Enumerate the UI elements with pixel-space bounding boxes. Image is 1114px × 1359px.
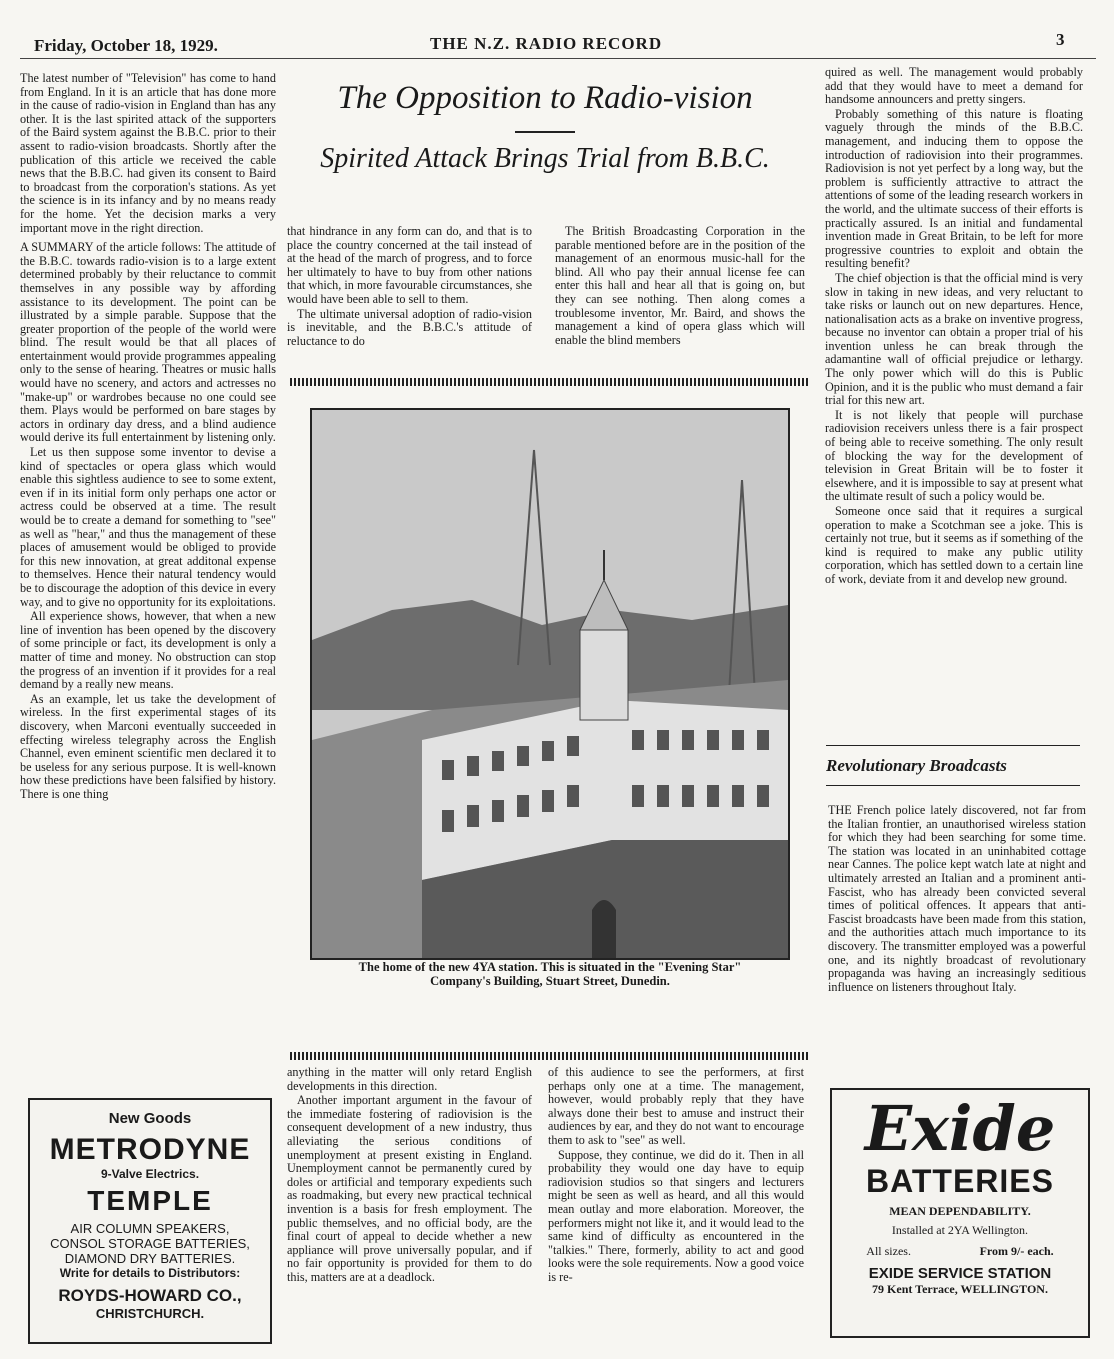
photo-caption-line-2: Company's Building, Stuart Street, Dunedin. xyxy=(430,974,670,988)
building-illustration xyxy=(312,410,788,958)
exide-address: 79 Kent Terrace, WELLINGTON. xyxy=(872,1282,1048,1296)
issue-date: Friday, October 18, 1929. xyxy=(34,36,218,55)
article-paragraph: of this audience to see the performers, at first perhaps only one at a time. The management, however, would probably reply that they have always done their best to amuse and instruct their audiences by ear, and they do not want to encourage them to ask to "see" as well. xyxy=(548,1066,804,1147)
ad-city: CHRISTCHURCH. xyxy=(95,1306,205,1321)
article-paragraph: Probably something of this nature is floating vaguely through the minds of the B.B.C. management, and inducing them to oppose the introduction of radiovision into their programmes. Radiovision is not yet perfect by a long way, but the problem is sufficiently attractive to attract the attentions of some of the leading research workers in the world, and the ultimate success of their efforts is practically assured. Is an initial and fundamental invention made in Great Britain, to be left for more progressive countries to exploit and obtain the resulting benefit? xyxy=(825,106,1083,271)
exide-brand: Exide xyxy=(864,1092,1056,1165)
article-column-2-bottom xyxy=(287,1066,532,1342)
exide-tagline: MEAN DEPENDABILITY. xyxy=(889,1204,1031,1218)
ad-line-storage: CONSOL STORAGE BATTERIES, xyxy=(50,1236,250,1251)
article-paragraph: Another important argument in the favour of the immediate fostering of radiovision is the consequent development of a new industry, thus alleviating the serious conditions of unemployment at present existing in England. Unemployment cannot be permanently cured by doles or artificial and temporary expedients such as roadmaking, but every new practical technical invention is a basis for fresh employment. The public themselves, and no official body, are the final court of appeal to decide whether a new appliance will prove universally popular, and if no fair opportunity is provided for them to do this, matters are at a deadlock. xyxy=(287,1093,532,1284)
exide-sizes: All sizes. xyxy=(866,1244,911,1258)
ad-line-speakers: AIR COLUMN SPEAKERS, xyxy=(70,1221,230,1236)
photo-caption xyxy=(300,960,800,988)
page-number: 3 xyxy=(1056,30,1065,49)
exide-station: EXIDE SERVICE STATION xyxy=(868,1265,1052,1282)
station-building-photo xyxy=(310,408,790,960)
masthead-rule xyxy=(20,58,1096,59)
newspaper-title: THE N.Z. RADIO RECORD xyxy=(430,34,663,53)
ad-line-valves: 9-Valve Electrics. xyxy=(100,1167,200,1181)
article-paragraph: anything in the matter will only retard English developments in this direction. xyxy=(287,1066,532,1093)
exide-installed: Installed at 2YA Wellington. xyxy=(891,1223,1029,1237)
article-column-3-top xyxy=(555,225,805,375)
article-paragraph: A SUMMARY of the article follows: The attitude of the B.B.C. towards radio-vision is to a large extent determined probably by their reluctance to commit themselves in any possible way by affording assistance to its development. The point can be illustrated by a simple parable. Suppose that the greater proportion of the people of the world were blind. The result would be that all places of entertainment would provide programmes appealing only to the sense of hearing. Theatres or music halls would have no scenery, and actors and actresses no "make-up" or wardrobes because no one could see them. Plays would be performed on bare stages by actors in ordinary day dress, and a blind audience would derive its full entertainment by listening only. xyxy=(20,240,276,445)
article-paragraph: As an example, let us take the development of wireless. In the first experimental stages of its discovery, when Marconi eventually succeeded in effecting wireless telegraphy across the English Channel, even eminent scientific men declared it to be useless for any serious purpose. It is well-known how these predictions have been falsified by history. There is one thing xyxy=(20,691,276,801)
ad-distributor: ROYDS-HOWARD CO., xyxy=(58,1286,242,1305)
article-paragraph: that hindrance in any form can do, and that is to place the country concerned at the tail instead of at the head of the march of progress, and to force her ultimately to have to buy from other nations that which, in more favourable circumstances, she would have been able to sell to them. xyxy=(287,225,532,306)
article-column-2-top xyxy=(287,225,532,375)
sidebar-rule-top xyxy=(826,745,1080,746)
article-column-1 xyxy=(20,72,276,1082)
headline-block xyxy=(285,80,805,175)
metrodyne-advert xyxy=(28,1098,272,1344)
article-paragraph: quired as well. The management would probably add that they would have to meet a demand for handsome announcers and pretty singers. xyxy=(825,66,1083,107)
article-paragraph: All experience shows, however, that when a new line of invention has been opened by the discovery of some principle or fact, its development is only a matter of time and money. No obstruction can stop the progress of an invention if it provides for a real demand by a really new means. xyxy=(20,609,276,692)
ad-metrodyne-brand: METRODYNE xyxy=(49,1133,251,1166)
exide-price: From 9/- each. xyxy=(979,1244,1054,1258)
article-paragraph: It is not likely that people will purchase radiovision receivers unless there is a fair prospect of being able to receive something. The only result of blocking the way for the development of television in Great Britain will be to foster it elsewhere, and it is impossible to say at present what the ultimate result of such a policy would be. xyxy=(825,407,1083,504)
ad-line-new-goods: New Goods xyxy=(108,1110,192,1127)
article-paragraph: Let us then suppose some inventor to devise a kind of spectacles or opera glass which would enable this sightless audience to see to some extent, even if in its initial form only perhaps one actor or actress could be observed at a time. The result would be to create a demand for something to "see" as well as "hear," and thus the management of these places of amusement would be obliged to provide for this new innovation, at great additonal expense to themselves. Hence their natural tendency would be to discourage the adoption of this device in every way, and to give no opportunity for its exploitations. xyxy=(20,445,276,609)
article-paragraph: The chief objection is that the official mind is very slow in taking in new ideas, and very reluctant to take risks or launch out on new departures. Hence, nationalisation acts as a brake on inventive progress, because no inventor can obtain a proper trial of his invention unless he can break through the adamantine wall of official prejudice or lethargy. The only power which will do this is Public Opinion, and it is the public who must demand a fair trial for this new art. xyxy=(825,270,1083,408)
photo-caption-line-1: The home of the new 4YA station. This is situated in the "Evening Star" xyxy=(358,960,742,974)
ad-line-dry: DIAMOND DRY BATTERIES. xyxy=(64,1251,236,1266)
exide-price-row xyxy=(832,1244,1088,1259)
sidebar-title: Revolutionary Broadcasts xyxy=(826,756,1007,775)
exide-product: BATTERIES xyxy=(866,1163,1054,1199)
sidebar-body: THE French police lately discovered, not far from the Italian frontier, an unauthorised wireless station for which they had been searching for some time. The station was located in an uninhabited cottage near Cannes. The police kept watch late at night and ultimately arrested an Italian and a prominent anti-Fascist, who has already been convicted several times of political offences. It appears that anti-Fascist broadcasts have been made from this station, and the authorities attach much importance to its discovery. The transmitter employed was a powerful one, and its nightly broadcast of revolutionary propaganda was having an increasingly seditious influence on listeners throughout Italy. xyxy=(828,804,1086,994)
article-intro-paragraph: The latest number of "Television" has come to hand from England. In it is an article that has done more in the cause of radio-vision in England than has any other. It is the last spirited attack of the supporters of the Baird system against the B.B.C. prior to their assent to radio-vision broadcasts. Shortly after the publication of this article we received the cable news that the B.B.C. had given its consent to Baird to broadcast from the corporation's stations. As yet the science is in its infancy and by no means ready for the home. Yet the decision marks a very important move in the right direction. xyxy=(20,72,276,235)
headline: The Opposition to Radio-vision xyxy=(337,80,753,116)
exide-advert xyxy=(830,1088,1090,1338)
ad-temple-brand: TEMPLE xyxy=(87,1185,213,1216)
article-paragraph: The ultimate universal adoption of radio-vision is inevitable, and the B.B.C.'s attitude of reluctance to do xyxy=(287,306,532,348)
subheadline: Spirited Attack Brings Trial from B.B.C. xyxy=(320,143,770,174)
dotted-rule-top xyxy=(290,378,808,386)
article-paragraph: Someone once said that it requires a surgical operation to make a Scotchman see a joke. This is certainly not true, but it seems as if something of the kind is required to make any public utility corporation, which has settled down to a certain line of work, deviate from it and develop new ground. xyxy=(825,504,1083,586)
article-paragraph: Suppose, they continue, we did do it. Then in all probability they would one day have to equip radiovision studios so that singers and lecturers might be seen as well as heard, and all this would mean outlay and more elaboration. Moreover, the performers might not like it, and it would lead to the same kind of difficulty as encountered in the "talkies." There, formerly, ability to act and good looks were the sole requirements. Now a good voice is re- xyxy=(548,1147,804,1284)
article-column-3-bottom xyxy=(548,1066,804,1342)
article-paragraph: The British Broadcasting Corporation in the parable mentioned before are in the position of the management of an enormous music-hall for the blind. All who pay their annual license fee can enter this hall and hear all that is going on, but they can see nothing. Then along comes a troublesome inventor, Mr. Baird, and shows the management a kind of opera glass which will enable the blind members xyxy=(555,225,805,347)
article-column-4 xyxy=(825,66,1083,738)
ad-line-write: Write for details to Distributors: xyxy=(59,1266,241,1280)
dotted-rule-bottom xyxy=(290,1052,808,1060)
sidebar-rule-bottom xyxy=(826,785,1080,786)
headline-rule xyxy=(515,131,575,133)
